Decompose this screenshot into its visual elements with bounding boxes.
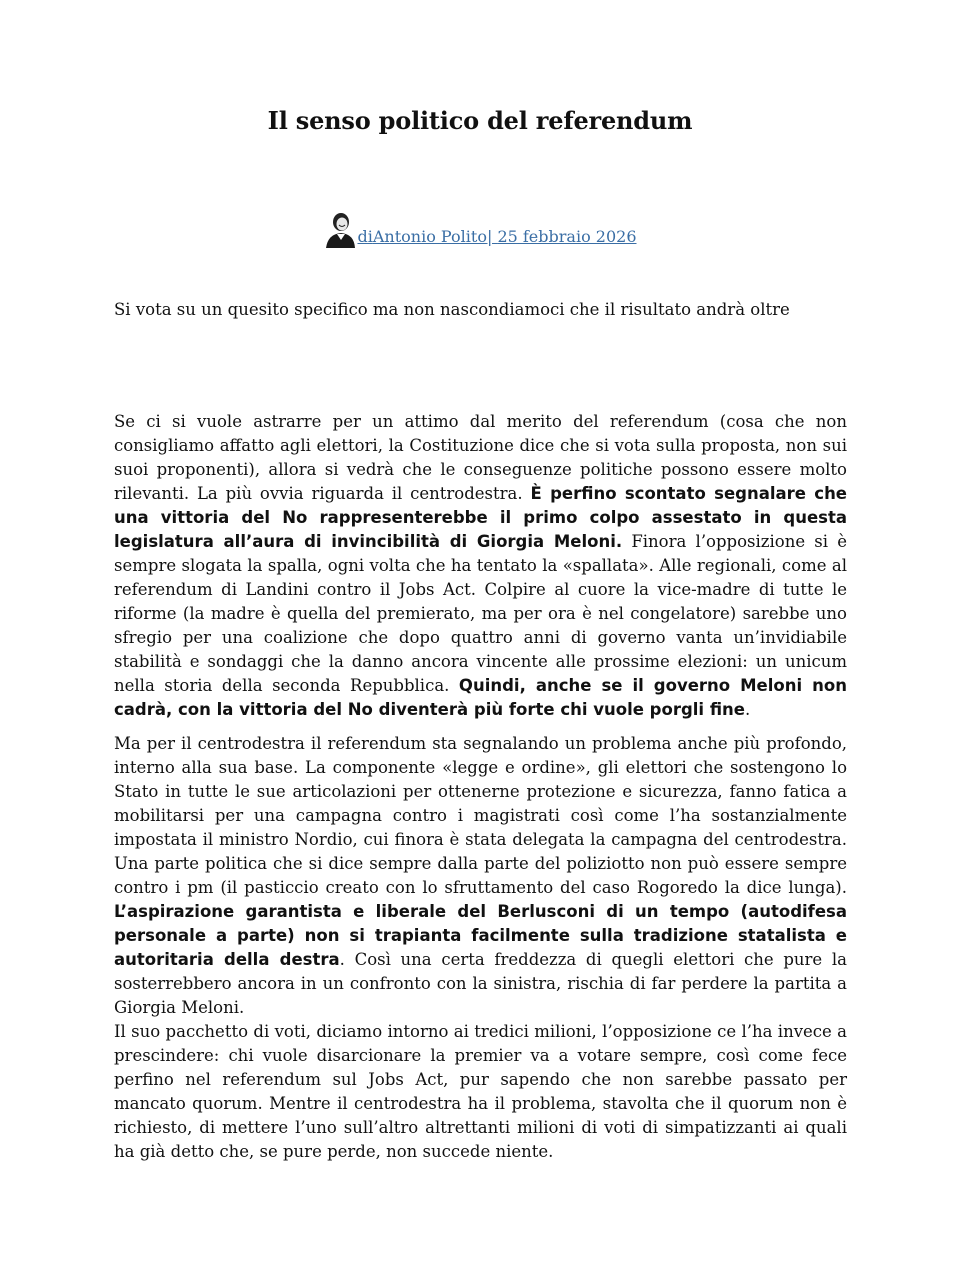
byline-separator: | xyxy=(486,227,498,246)
byline-prefix: di xyxy=(357,227,373,246)
article-date: 25 febbraio 2026 xyxy=(497,227,637,246)
article-body xyxy=(114,410,847,1164)
paragraph-highlight: È perfino scontato segnalare che una vittoria del No rappresenterebbe il primo colpo assestato in questa legislatura all’aura di invincibilità di Giorgia Meloni. xyxy=(114,484,848,551)
author-link[interactable] xyxy=(323,227,636,246)
paragraph-text: . Così una certa freddezza di quegli elettori che pure la sosterrebbero ancora in un confronto con la sinistra, rischia di far perdere la partita a Giorgia Meloni. xyxy=(114,950,847,1017)
paragraph-text: Se ci si vuole astrarre per un attimo dal merito del referendum (cosa che non consigliamo affatto agli elettori, la Costituzione dice che si vota sulla proposta, non sui suoi proponenti), allora si vedrà che le conseguenze politiche possono essere molto rilevanti. La più ovvia riguarda il centrodestra. xyxy=(114,412,847,503)
paragraph-highlight: L’aspirazione garantista e liberale del Berlusconi di un tempo (autodifesa personale a parte) non si trapianta facilmente sulla tradizione statalista e autoritaria della destra xyxy=(114,902,847,969)
byline xyxy=(0,212,960,248)
paragraph-text: Il suo pacchetto di voti, diciamo intorno ai tredici milioni, l’opposizione ce l’ha invece a prescindere: chi vuole disarcionare la premier va a votare sempre, così come fece perfino nel referendum sul Jobs Act, pur sapendo che non sarebbe passato per mancato quorum. Mentre il centrodestra ha il problema, stavolta che il quorum non è richiesto, di mettere l’uno sull’altro altrettanti milioni di voti di simpatizzanti ai quali ha già detto che, se pure perde, non succede niente. xyxy=(114,1022,847,1161)
paragraph-text: . xyxy=(745,700,751,719)
paragraph-1 xyxy=(114,410,847,722)
paragraph-text: Ma per il centrodestra il referendum sta segnalando un problema anche più profondo, interno alla sua base. La componente «legge e ordine», gli elettori che sostengono lo Stato in tutte le sue articolazioni per ottenerne protezione e sicurezza, fanno fatica a mobilitarsi per una campagna contro i magistrati così come l’ha sostanzialmente impostata il ministro Nordio, cui finora è stata delegata la campagna del centrodestra. Una parte politica che si dice sempre dalla parte del poliziotto non può essere sempre contro i pm (il pasticcio creato con lo sfruttamento del caso Rogoredo la dice lunga). xyxy=(114,734,847,897)
paragraph-text: Finora l’opposizione si è sempre slogata la spalla, ogni volta che ha tentato la «spallata». Alle regionali, come al referendum di Landini contro il Jobs Act. Colpire al cuore la vice-madre di tutte le riforme (la madre è quella del premierato, ma per ora è nel congelatore) sarebbe uno sfregio per una coalizione che dopo quattro anni di governo vanta un’invidiabile stabilità e sondaggi che la danno ancora vincente alle prossime elezioni: un unicum nella storia della seconda Repubblica. xyxy=(114,532,847,695)
article-subtitle: Si vota su un quesito specifico ma non nascondiamoci che il risultato andrà oltre xyxy=(114,300,790,319)
paragraph-highlight: Quindi, anche se il governo Meloni non cadrà, con la vittoria del No diventerà più forte chi vuole porgli fine xyxy=(114,676,847,719)
paragraph-3 xyxy=(114,1020,847,1164)
author-name: Antonio Polito xyxy=(372,227,487,246)
author-portrait-icon xyxy=(323,212,355,248)
article-title: Il senso politico del referendum xyxy=(267,106,693,135)
paragraph-2 xyxy=(114,732,847,1020)
